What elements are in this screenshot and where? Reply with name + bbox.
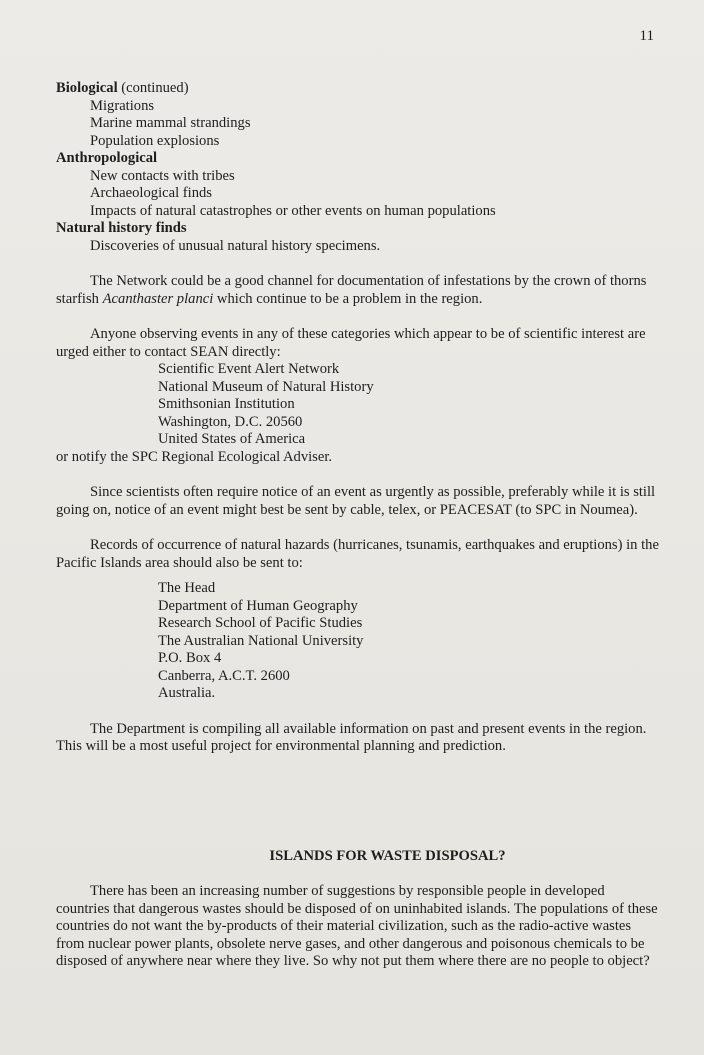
scientists-paragraph: Since scientists often require notice of an event as urgently as possible, preferably while it is still going on, notice of an event might best be sent by cable, telex, or PEACESAT (to SPC in Noumea). xyxy=(56,484,656,518)
list-item: Archaeological finds xyxy=(90,185,212,201)
natural-history-heading: Natural history finds xyxy=(56,220,187,236)
list-item: Impacts of natural catastrophes or other events on human populations xyxy=(90,202,496,219)
anu-address xyxy=(56,580,659,703)
records-paragraph: Records of occurrence of natural hazards (hurricanes, tsunamis, earthquakes and eruptions) in the Pacific Islands area should also be sent to: xyxy=(56,537,659,571)
address-line: Washington, D.C. 20560 xyxy=(158,413,303,430)
list-item: Population explosions xyxy=(90,132,220,149)
address-line: Australia. xyxy=(158,685,216,701)
address-line: The Australian National University xyxy=(158,632,364,649)
species-name: Acanthaster planci xyxy=(102,290,214,307)
address-line: Smithsonian Institution xyxy=(158,396,295,412)
page-number: 11 xyxy=(639,28,654,44)
list-item: New contacts with tribes xyxy=(90,167,235,184)
address-line: Canberra, A.C.T. 2600 xyxy=(158,667,290,684)
address-line: National Museum of Natural History xyxy=(158,378,374,395)
biological-heading: Biological (continued) xyxy=(56,80,189,96)
address-line: Scientific Event Alert Network xyxy=(158,361,340,377)
list-item: Migrations xyxy=(90,97,155,114)
notify-line: or notify the SPC Regional Ecological Adviser. xyxy=(56,448,333,465)
network-paragraph: The Network could be a good channel for documentation of infestations by the crown of thorns starfish Acanthaster planci which continue to be a problem in the region. xyxy=(56,273,647,307)
section-title: ISLANDS FOR WASTE DISPOSAL? xyxy=(269,847,506,864)
department-paragraph: The Department is compiling all available information on past and present events in the region. This will be a most useful project for environmental planning and prediction. xyxy=(56,720,647,754)
sean-address xyxy=(56,361,659,449)
address-line: P.O. Box 4 xyxy=(158,650,222,666)
address-line: The Head xyxy=(158,580,216,596)
anthropological-heading: Anthropological xyxy=(56,150,158,166)
waste-paragraph: There has been an increasing number of suggestions by responsible people in developed countries that dangerous wastes should be disposed of on uninhabited islands. The populations of these countries do not want the by-products of their material civilization, such as the radio-active wastes from nuclear power plants, obsolete nerve gases, and other dangerous and poisonous chemicals to be disposed of anywhere near where they live. So why not put them where there are no people to object? xyxy=(56,883,658,969)
continued-label: (continued) xyxy=(121,80,189,96)
address-line: United States of America xyxy=(158,431,306,447)
address-line: Department of Human Geography xyxy=(158,597,358,614)
page-content xyxy=(56,80,659,971)
list-item: Marine mammal strandings xyxy=(90,115,251,131)
address-line: Research School of Pacific Studies xyxy=(158,615,363,631)
observing-paragraph: Anyone observing events in any of these categories which appear to be of scientific interest are urged either to contact SEAN directly: xyxy=(56,326,646,360)
list-item: Discoveries of unusual natural history specimens. xyxy=(90,237,381,254)
